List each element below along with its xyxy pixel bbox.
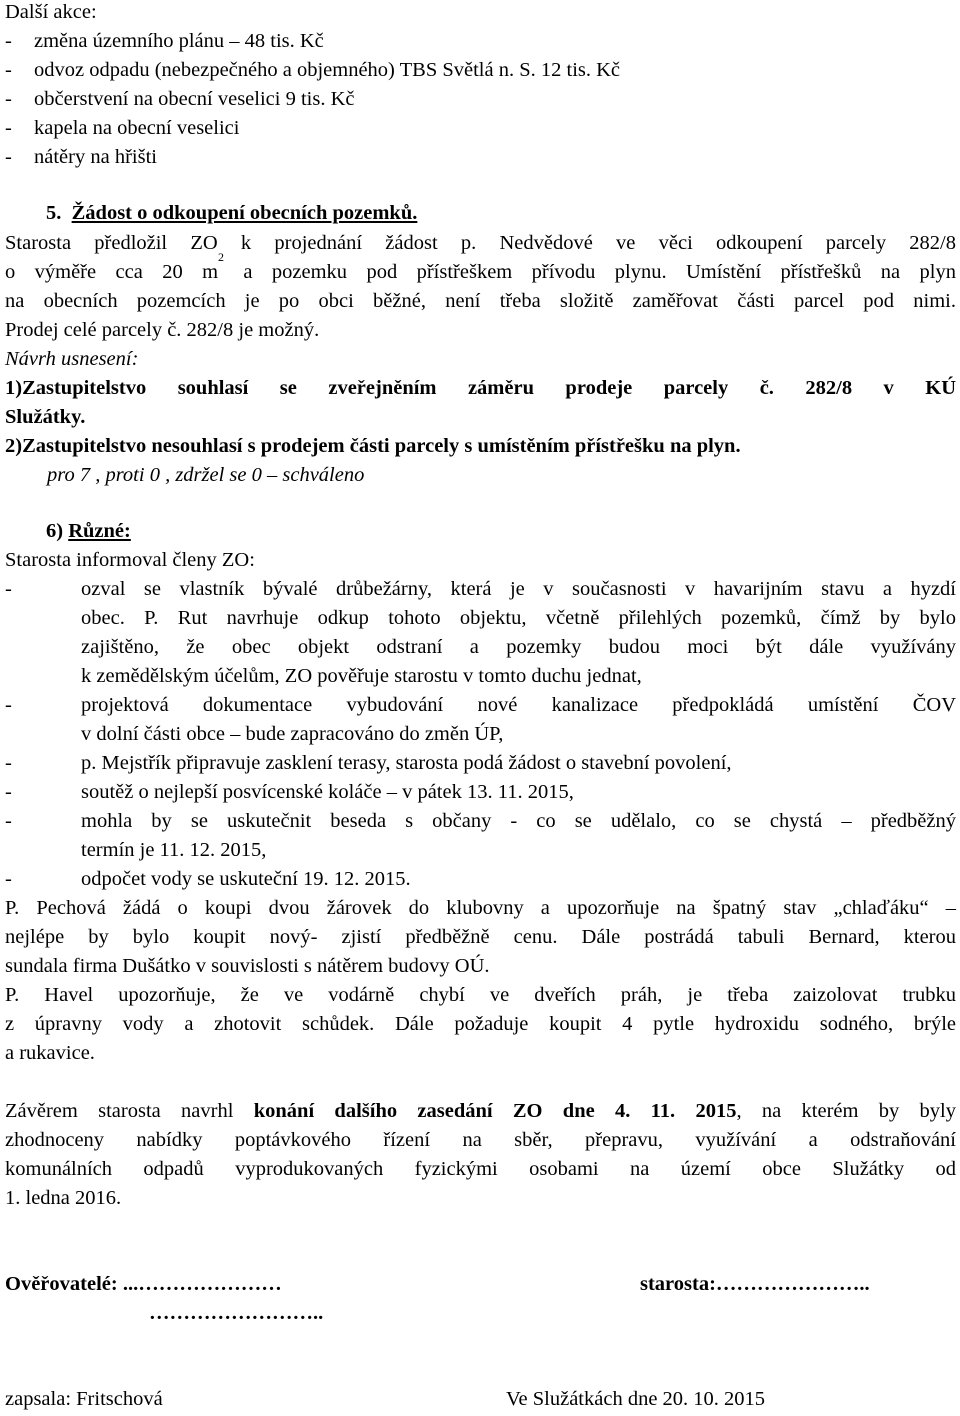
paragraph-line: a rukavice.: [5, 1042, 95, 1064]
mayor-signature-line: starosta:…………………..: [640, 1273, 870, 1295]
document-page: Další akce: - změna územního plánu – 48 tis. Kč - odvoz odpadu (nebezpečného a objemného) TBS Světlá n. S. 12 tis. Kč - občerstvení na obecní veselici 9 tis. Kč - kapela na obecní veselici - nátěry na hřišti 5. Žádost o odkoupení obecních pozemků. Starosta předložil ZO k projednání žádost p. Nedvědové ve věci odkoupení parcely 282/8 o výměře cca 20 $m^2$ a pozemku pod přístřeškem přívodu plynu. Umístění přístřešků na plyn na obecních pozemcích je po obci běžné, není třeba složitě zaměřovat části parcel pod nimi. Prodej celé parcely č. 282/8 je možný. Návrh usnesení: 1)Zastupitelstvo souhlasí se zveřejněním záměru prodeje parcely č. 282/8 v KÚ Služátky. 2)Zastupitelstvo nesouhlasí s prodejem části parcely s umístěním přístřešku na plyn. pro 7 , proti 0 , zdržel se 0 – schváleno 6) Různé: Starosta informoval členy ZO: - ozval se vlastník bývalé drůbežárny, která je v současnosti v havarijním stavu a hyzdí obec. P. Rut navrhuje odkup tohoto objektu, včetně přilehlých pozemků, čímž by bylo zajištěno, že obec objekt odstraní a pozemky budou moci být dále využívány k zemědělským účelům, ZO pověřuje starostu v tomto duchu jednat, - projektová dokumentace vybudování nové kanalizace předpokládá umístění ČOV v dolní části obce – bude zapracováno do změn ÚP, - p. Mejstřík připravuje zasklení terasy, starosta podá žádost o stavební povolení, - soutěž o nejlepší posvícenské koláče – v pátek 13. 11. 2015, - mohla by se uskutečnit beseda s občany - co se udělalo, co se chystá – předběžný termín je 11. 12. 2015, - odpočet vody se uskuteční 19. 12. 2015. P. Pechová žádá o koupi dvou žárovek do klubovny a upozorňuje na špatný stav „chlaďáku“ – nejlépe by bylo koupit nový- zjistí předběžně cenu. Dále postrádá tabuli Bernard, kterou sundala firma Dušátko v souvislosti s nátěrem budovy OÚ. P. Havel upozorňuje, že ve vodárně chybí ve dveřích práh, je třeba zaizolovat trubku z úpravny vody a zhotovit schůdek. Dále požaduje koupit 4 pytle hydroxidu sodného, brýle a rukavice. Závěrem starosta navrhl konání dalšího zasedání ZO dne 4. 11. 2015, na kterém by byly zhodnoceny nabídky poptávkového řízení na sběr, přepravu, využívání a odstraňování komunálních odpadů vyprodukovaných fyzickými osobami na území obce Služátky od 1. ledna 2016. Ověřovatelé: ...………………… …………………….. starosta:………………….. zapsala: Fritschová Ve Služátkách dne 20. 10. 2015: [0, 0, 960, 1416]
intro-line: Starosta informoval členy ZO:: [5, 549, 255, 571]
paragraph-line: na obecních pozemcích je po obci běžné, není třeba složitě zaměřovat části parcel pod nimi.: [5, 290, 956, 312]
conclusion-line: komunálních odpadů vyprodukovaných fyzickými osobami na území obce Služátky od: [5, 1158, 956, 1180]
paragraph-line: P. Pechová žádá o koupi dvou žárovek do klubovny a upozorňuje na špatný stav „chlaďáku“ –: [5, 897, 956, 919]
section-6-heading: [46, 517, 131, 546]
next-meeting: konání dalšího zasedání ZO dne 4. 11. 2015: [253, 1100, 737, 1122]
verifiers-line: Ověřovatelé: ...…………………: [5, 1273, 282, 1295]
list-item: - kapela na obecní veselici: [5, 117, 240, 139]
paragraph-line: Starosta předložil ZO k projednání žádost p. Nedvědové ve věci odkoupení parcely 282/8: [5, 232, 956, 254]
list-item: - nátěry na hřišti: [5, 146, 157, 168]
section-number: 5.: [46, 202, 62, 224]
section-title: Různé:: [68, 520, 131, 542]
paragraph-line: z úpravny vody a zhotovit schůdek. Dále požaduje koupit 4 pytle hydroxidu sodného, brýle: [5, 1013, 956, 1035]
list-item: - odvoz odpadu (nebezpečného a objemného) TBS Světlá n. S. 12 tis. Kč: [5, 59, 621, 81]
paragraph-line: nejlépe by bylo koupit nový- zjistí předběžně cenu. Dále postrádá tabuli Bernard, kterou: [5, 926, 956, 948]
paragraph-line: sundala firma Dušátko v souvislosti s nátěrem budovy OÚ.: [5, 955, 490, 977]
section-number: 6): [46, 520, 64, 542]
conclusion-line: zhodnoceny nabídky poptávkového řízení na sběr, přepravu, využívání a odstraňování: [5, 1129, 956, 1151]
list-item: - změna územního plánu – 48 tis. Kč: [5, 30, 324, 52]
section-5-heading: [46, 199, 417, 228]
superscript: 2: [218, 250, 225, 264]
paragraph-line: o výměře cca 20 $m^2$ a pozemku pod přístřeškem přívodu plynu. Umístění přístřešků na plyn: [5, 250, 956, 283]
verifiers-line-2: ……………………..: [149, 1302, 324, 1324]
recorded-by: zapsala: Fritschová: [5, 1388, 163, 1410]
list-item: - občerstvení na obecní veselici 9 tis. Kč: [5, 88, 355, 110]
place-date: Ve Služátkách dne 20. 10. 2015: [506, 1388, 766, 1410]
paragraph-line: P. Havel upozorňuje, že ve vodárně chybí ve dveřích práh, je třeba zaizolovat trubku: [5, 984, 956, 1006]
conclusion-line: Závěrem starosta navrhl konání dalšího zasedání ZO dne 4. 11. 2015, na kterém by byly: [5, 1100, 956, 1122]
proposal-label: Návrh usnesení:: [5, 348, 139, 370]
vote-result: pro 7 , proti 0 , zdržel se 0 – schváleno: [47, 464, 365, 486]
resolution-1: 1)Zastupitelstvo souhlasí se zveřejněním záměru prodeje parcely č. 282/8 v KÚ: [5, 377, 956, 399]
resolution-1-cont: Služátky.: [5, 406, 86, 428]
conclusion-line: 1. ledna 2016.: [5, 1187, 122, 1209]
other-actions-heading: Další akce:: [5, 1, 97, 23]
paragraph-line: Prodej celé parcely č. 282/8 je možný.: [5, 319, 320, 341]
resolution-2: 2)Zastupitelstvo nesouhlasí s prodejem části parcely s umístěním přístřešku na plyn.: [5, 435, 741, 457]
section-title: Žádost o odkoupení obecních pozemků.: [71, 202, 418, 224]
